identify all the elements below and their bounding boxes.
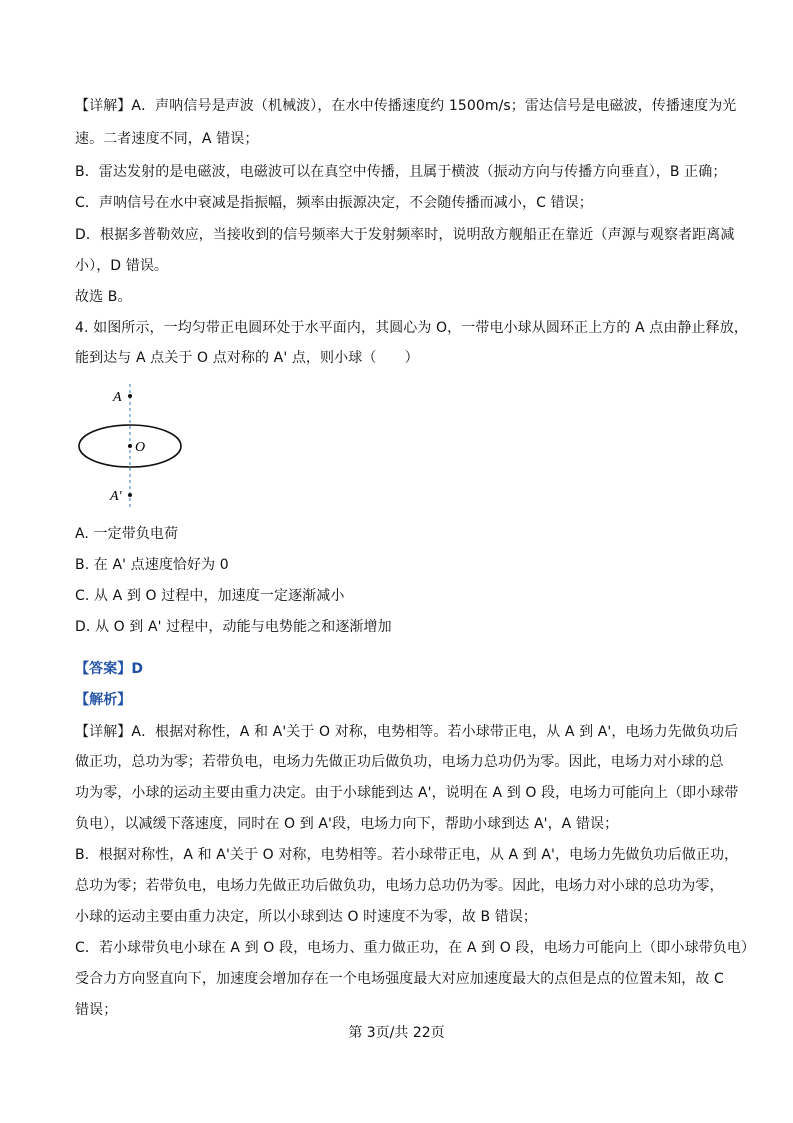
label-a-prime: A' xyxy=(110,489,122,504)
text-line-4: C．声呐信号在水中衰减是指振幅，频率由振源决定，不会随传播而减小，C 错误； xyxy=(75,195,593,211)
question-4-stem-line-1: 4. 如图所示，一均匀带正电圆环处于水平面内，其圆心为 O，一带电小球从圆环正上方的 A 点由静止释放， xyxy=(75,320,748,336)
detail-line-10: 错误； xyxy=(75,1002,118,1018)
question-4-stem-line-2: 能到达与 A 点关于 O 点对称的 A' 点，则小球（ ） xyxy=(75,350,419,366)
detail-line-8: C．若小球带负电小球在 A 到 O 段，电场力、重力做正功，在 A 到 O 段，电场力可能向上（即小球带负电） xyxy=(75,940,756,956)
option-b: B. 在 A' 点速度恰好为 0 xyxy=(75,557,229,573)
detail-line-9: 受合力方向竖直向下，加速度会增加存在一个电场强度最大对应加速度最大的点但是点的位置未知，故 C xyxy=(75,971,724,987)
text-line-5: D．根据多普勒效应，当接收到的信号频率大于发射频率时，说明敌方舰船正在靠近（声源与观察者距离减 xyxy=(75,227,735,243)
ring-figure xyxy=(70,380,200,510)
text-line-7: 故选 B。 xyxy=(75,289,132,305)
option-a: A. 一定带负电荷 xyxy=(75,526,179,542)
detail-line-4: 负电），以减缓下落速度，同时在 O 到 A'段，电场力向下，帮助小球到达 A'，A 错误； xyxy=(75,816,619,832)
detail-line-6: 总功为零；若带负电，电场力先做正功后做负功，电场力总功仍为零。因此，电场力对小球的总功为零， xyxy=(75,878,724,894)
text-line-1: 【详解】A．声呐信号是声波（机械波），在水中传播速度约 1500m/s；雷达信号是电磁波，传播速度为光 xyxy=(75,98,737,114)
point-a-dot xyxy=(128,394,132,398)
ring-diagram xyxy=(70,380,200,510)
label-a: A xyxy=(113,390,122,405)
detail-line-3: 功为零，小球的运动主要由重力决定。由于小球能到达 A'，说明在 A 到 O 段，电场力可能向上（即小球带 xyxy=(75,785,739,801)
page-footer: 第 3页/共 22页 xyxy=(348,1025,445,1041)
text-line-2: 速。二者速度不同，A 错误； xyxy=(75,131,259,147)
answer-label: 【答案】D xyxy=(75,661,144,677)
detail-line-1: 【详解】A．根据对称性，A 和 A'关于 O 对称，电势相等。若小球带正电，从 A 到 A'，电场力先做负功后 xyxy=(75,724,739,740)
label-o: O xyxy=(135,440,146,455)
text-line-6: 小），D 错误。 xyxy=(75,258,169,274)
detail-line-2: 做正功，总功为零；若带负电，电场力先做正功后做负功，电场力总功仍为零。因此，电场力对小球的总 xyxy=(75,754,724,770)
option-d: D. 从 O 到 A' 过程中，动能与电势能之和逐渐增加 xyxy=(75,619,392,635)
detail-line-5: B．根据对称性，A 和 A'关于 O 对称，电势相等。若小球带正电，从 A 到 A'，电场力先做负功后做正功， xyxy=(75,847,739,863)
option-c: C. 从 A 到 O 过程中，加速度一定逐渐减小 xyxy=(75,588,345,604)
point-o-dot xyxy=(128,444,132,448)
detail-line-7: 小球的运动主要由重力决定，所以小球到达 O 时速度不为零，故 B 错误； xyxy=(75,909,538,925)
point-a-prime-dot xyxy=(128,493,132,497)
analysis-label: 【解析】 xyxy=(75,692,132,708)
text-line-3: B．雷达发射的是电磁波，电磁波可以在真空中传播，且属于横波（振动方向与传播方向垂直），B 正确； xyxy=(75,164,727,180)
